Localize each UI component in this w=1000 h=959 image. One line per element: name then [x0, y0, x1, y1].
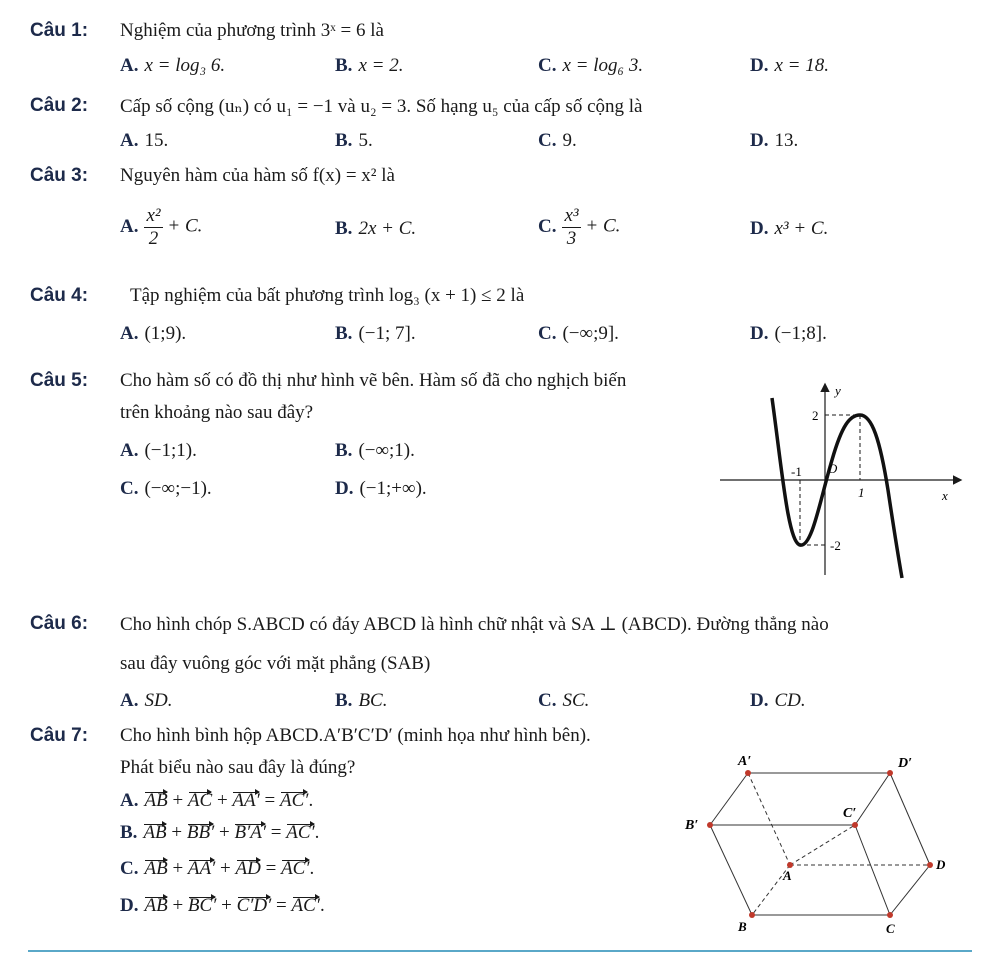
- option-c[interactable]: C. $\frac{\text{x³}}{3}$ + C.: [538, 205, 621, 249]
- question-stem-line2: sau đây vuông góc với mặt phẳng (SAB): [120, 653, 431, 674]
- vertex: [887, 912, 893, 918]
- option-b[interactable]: B. (−∞;1).: [335, 440, 415, 461]
- option-d[interactable]: D. (−1;8].: [750, 323, 827, 344]
- x-axis-label: x: [942, 488, 948, 503]
- hidden-edge: [790, 825, 855, 865]
- option-a[interactable]: A. (−1;1).: [120, 440, 197, 461]
- vertex-label: A: [783, 868, 792, 883]
- option-d[interactable]: D. AB + BC′ + C′D′ = AC′.: [120, 895, 325, 916]
- question-label: Câu 1:: [30, 20, 89, 41]
- vertex-label: C′: [843, 806, 857, 821]
- option-c[interactable]: C. SC.: [538, 690, 590, 711]
- question-stem-line1: Cho hình bình hộp ABCD.A′B′C′D′ (minh họa như hình bên).: [120, 725, 591, 746]
- question-label: Câu 4:: [30, 285, 89, 306]
- option-b[interactable]: B. x = 2.: [335, 55, 404, 76]
- question-label: Câu 7:: [30, 725, 89, 746]
- option-a[interactable]: A. AB + AC + AA′ = AC′.: [120, 790, 314, 811]
- bottom-divider: [28, 950, 972, 952]
- option-d[interactable]: D. x³ + C.: [750, 218, 829, 239]
- option-b[interactable]: B. BC.: [335, 690, 388, 711]
- question-stem: Nghiệm của phương trình 3ˣ = 6 là: [120, 20, 384, 41]
- option-c[interactable]: C. (−∞;−1).: [120, 478, 212, 499]
- y-axis-label: y: [835, 383, 841, 398]
- vertex: [707, 822, 713, 828]
- question-stem-line2: trên khoảng nào sau đây?: [120, 402, 314, 423]
- vertex-label: D: [936, 857, 946, 872]
- question-label: Câu 5:: [30, 370, 89, 391]
- option-a[interactable]: A. SD.: [120, 690, 173, 711]
- function-graph: [720, 380, 965, 580]
- question-stem: Tập nghiệm của bất phương trình log₃ (x + 1) ≤ 2 là: [130, 285, 525, 306]
- vertex-label: B′: [685, 818, 699, 833]
- vertex-label: D′: [898, 756, 913, 771]
- parallelepiped-figure: [680, 755, 950, 935]
- question-label: Câu 3:: [30, 165, 89, 186]
- question-stem: Cấp số cộng (uₙ) có u₁ = −1 và u₂ = 3. Số hạng u₅ của cấp số cộng là: [120, 96, 643, 117]
- option-b[interactable]: B. 5.: [335, 130, 373, 151]
- vertex-label: C: [886, 921, 895, 935]
- option-b[interactable]: B. AB + BB′ + B′A′ = AC′.: [120, 822, 320, 843]
- vertex: [887, 770, 893, 776]
- option-a[interactable]: A. $\frac{\text{x²}}{2}$ + C.: [120, 205, 203, 249]
- origin-label: O: [828, 461, 838, 476]
- option-c[interactable]: C. 9.: [538, 130, 577, 151]
- tick-label: -2: [830, 538, 841, 553]
- option-d[interactable]: D. (−1;+∞).: [335, 478, 427, 499]
- vertex: [852, 822, 858, 828]
- vertex-label: A′: [738, 755, 752, 769]
- edge: [890, 865, 930, 915]
- edge: [710, 773, 748, 825]
- question-label: Câu 6:: [30, 613, 89, 634]
- edge: [855, 825, 890, 915]
- tick-label: 2: [812, 408, 819, 423]
- option-b[interactable]: B. (−1; 7].: [335, 323, 416, 344]
- edge: [855, 773, 890, 825]
- question-stem-line2: Phát biểu nào sau đây là đúng?: [120, 757, 356, 778]
- tick-label: -1: [791, 464, 802, 479]
- edge: [890, 773, 930, 865]
- tick-label: 1: [858, 485, 865, 500]
- edge: [710, 825, 752, 915]
- hidden-edge: [748, 773, 790, 865]
- question-label: Câu 2:: [30, 95, 89, 116]
- question-stem-line1: Cho hàm số có đồ thị như hình vẽ bên. Hàm số đã cho nghịch biến: [120, 370, 627, 391]
- vertex: [927, 862, 933, 868]
- option-b[interactable]: B. 2x + C.: [335, 218, 417, 239]
- option-d[interactable]: D. x = 18.: [750, 55, 829, 76]
- vertex: [745, 770, 751, 776]
- option-d[interactable]: D. CD.: [750, 690, 806, 711]
- question-stem: Nguyên hàm của hàm số f(x) = x² là: [120, 165, 395, 186]
- vertex-label: B: [738, 919, 747, 934]
- option-a[interactable]: A. x = log₃ 6.: [120, 55, 226, 76]
- option-a[interactable]: A. (1;9).: [120, 323, 187, 344]
- option-c[interactable]: C. AB + AA′ + AD = AC′.: [120, 858, 315, 879]
- option-a[interactable]: A. 15.: [120, 130, 169, 151]
- option-c[interactable]: C. x = log₆ 3.: [538, 55, 644, 76]
- option-d[interactable]: D. 13.: [750, 130, 799, 151]
- option-c[interactable]: C. (−∞;9].: [538, 323, 619, 344]
- vertex: [749, 912, 755, 918]
- question-stem-line1: Cho hình chóp S.ABCD có đáy ABCD là hình chữ nhật và SA ⊥ (ABCD). Đường thẳng nào: [120, 614, 829, 635]
